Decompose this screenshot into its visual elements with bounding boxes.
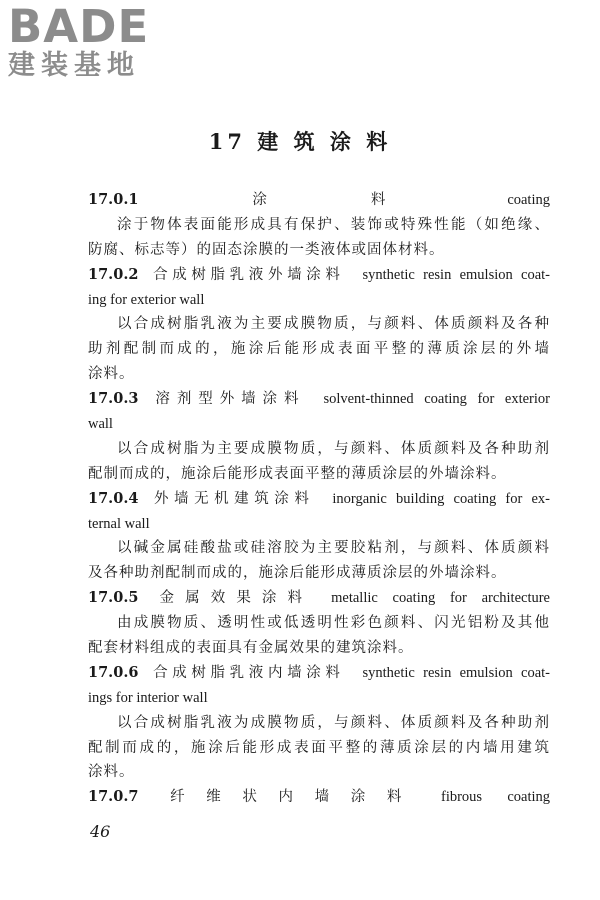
term-english: metallic coating for architecture bbox=[331, 590, 550, 607]
logo bbox=[8, 0, 178, 82]
term-english: inorganic building coating for ex- bbox=[332, 490, 550, 507]
logo-text-bottom: 建装基地 bbox=[8, 50, 140, 81]
definition-line: 及各种助剂配制而成的，施涂后能形成薄质涂层的外墙涂料。 bbox=[88, 565, 507, 582]
term-heading bbox=[88, 188, 550, 213]
definition-line: 由成膜物质、透明性或低透明性彩色颜料、闪光铝粉及其他 bbox=[117, 615, 550, 632]
definition-line: 以合成树脂乳液为主要成膜物质，与颜料、体质颜料及各种 bbox=[117, 316, 550, 333]
definition-line: 以合成树脂乳液为成膜物质，与颜料、体质颜料及各种助剂 bbox=[117, 714, 550, 731]
term-english-continued: ings for interior wall bbox=[88, 689, 208, 706]
term-english: synthetic resin emulsion coat- bbox=[362, 664, 550, 681]
term-heading bbox=[88, 487, 550, 512]
logo-text-top: BADE bbox=[8, 0, 150, 53]
term-chinese: 溶剂型外墙涂料 bbox=[148, 391, 306, 408]
term-chinese: 合成树脂乳液外墙涂料 bbox=[148, 266, 345, 283]
definition-line: 涂于物体表面能形成具有保护、装饰或特殊性能（如绝缘、 bbox=[117, 216, 550, 233]
chapter-title: 17 建 筑 涂 料 bbox=[208, 129, 392, 154]
definition-line: 配制而成的，施涂后能形成表面平整的薄质涂层的内墙用建筑 bbox=[88, 739, 550, 756]
definition-line: 防腐、标志等）的固态涂膜的一类液体或固体材料。 bbox=[88, 241, 445, 258]
term-english-continued: wall bbox=[88, 416, 113, 433]
term-number: 17.0.4 bbox=[88, 489, 139, 507]
term-number: 17.0.6 bbox=[88, 663, 139, 681]
term-heading bbox=[88, 661, 550, 686]
term-number: 17.0.2 bbox=[88, 265, 139, 283]
definition-line: 配制而成的，施涂后能形成表面平整的薄质涂层的外墙涂料。 bbox=[88, 465, 507, 482]
page-number: 46 bbox=[90, 822, 111, 841]
term-chinese: 合成树脂乳液内墙涂料 bbox=[148, 664, 345, 681]
term-english: synthetic resin emulsion coat- bbox=[362, 266, 550, 283]
definition-line: 助剂配制而成的，施涂后能形成表面平整的薄质涂层的外墙 bbox=[88, 341, 550, 358]
term-number: 17.0.7 bbox=[88, 788, 139, 806]
definition-line: 以合成树脂为主要成膜物质，与颜料、体质颜料及各种助剂 bbox=[117, 440, 550, 457]
term-number: 17.0.1 bbox=[88, 191, 139, 208]
term-number: 17.0.3 bbox=[88, 390, 139, 408]
term-english-continued: ing for exterior wall bbox=[88, 291, 205, 308]
definition-line: 以碱金属硅酸盐或硅溶胶为主要胶粘剂，与颜料、体质颜料 bbox=[117, 540, 550, 557]
term-chinese: 外墙无机建筑涂料 bbox=[148, 490, 315, 507]
definition-line: 涂料。 bbox=[88, 366, 135, 383]
definition-line: 配套材料组成的表面具有金属效果的建筑涂料。 bbox=[88, 640, 414, 657]
term-english: fibrous coating bbox=[440, 789, 550, 806]
term-heading bbox=[88, 263, 550, 288]
term-heading bbox=[88, 785, 550, 810]
term-chinese: 金属效果涂料 bbox=[148, 590, 314, 607]
term-heading bbox=[88, 586, 550, 611]
term-number: 17.0.5 bbox=[88, 589, 139, 607]
term-heading bbox=[88, 387, 550, 412]
term-chinese: 纤维状内墙涂料 bbox=[148, 789, 423, 806]
term-english: coating bbox=[507, 192, 550, 208]
term-chinese: 涂料 bbox=[148, 192, 490, 208]
definition-line: 涂料。 bbox=[88, 764, 135, 781]
term-english-continued: ternal wall bbox=[88, 515, 150, 532]
term-english: solvent-thinned coating for exterior bbox=[323, 391, 550, 408]
entry-list bbox=[88, 188, 550, 810]
